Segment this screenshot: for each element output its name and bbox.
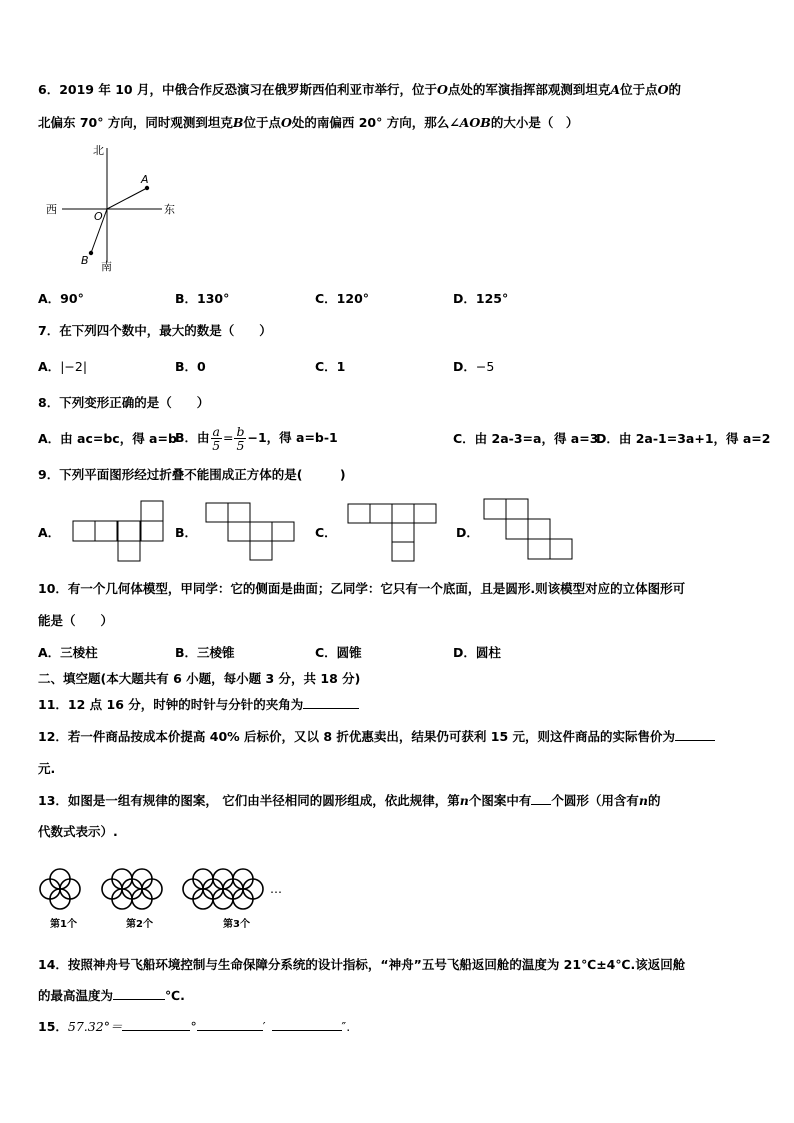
q15-label: 15． (38, 1019, 68, 1034)
q12-line2: 元. (38, 761, 56, 776)
q14-text-b: ℃. (165, 988, 185, 1003)
q7-opt-a-value: |−2| (60, 359, 88, 374)
q6-line1 (38, 81, 681, 99)
fraction-b-over-5 (234, 425, 246, 452)
q15-value: 57.32°＝ (67, 1019, 123, 1034)
cube-net-c (347, 503, 442, 565)
q8-option-a: A．由 ac=bc，得 a=b (38, 431, 177, 446)
q9-label-b: B． (175, 525, 198, 540)
q10-line1: 10．有一个几何体模型，甲同学：它的侧面是曲面；乙同学：它只有一个底面，且是圆形.则该模型对应的立体图形可 (38, 581, 686, 596)
q6-text-g: 处的南偏西 20° 方向，那么 (291, 115, 450, 130)
q15-minute-sign: ′ (262, 1019, 266, 1034)
q11 (38, 696, 359, 714)
q14-answer-blank[interactable] (113, 987, 165, 1000)
q11-text: 11．12 点 16 分，时钟的时针与分针的夹角为 (38, 697, 304, 712)
q10-option-d: D．圆柱 (453, 645, 501, 660)
q9-text: 9．下列平面图形经过折叠不能围成正方体的是( ) (38, 467, 346, 482)
q11-answer-blank[interactable] (303, 696, 359, 709)
q13-var-n: n (459, 793, 469, 808)
q6-angle: ∠AOB (449, 115, 491, 130)
west-label: 西 (46, 203, 57, 216)
cube-net-a (72, 500, 167, 562)
q15 (38, 1018, 350, 1036)
east-label: 东 (164, 203, 175, 216)
q15-second-blank[interactable] (272, 1018, 342, 1031)
q15-second-sign: ″. (341, 1019, 351, 1034)
q6-text-e: 北偏东 70° 方向，同时观测到坦克 (38, 115, 233, 130)
a-label: A (141, 173, 149, 186)
q7-option-a (38, 358, 87, 376)
q6-option-b: B．130° (175, 291, 230, 306)
q6-text-d: 的 (668, 82, 681, 97)
pattern-label-2: 第2个 (126, 919, 153, 930)
q6-point-b: B (232, 115, 244, 130)
q14-text-a: 的最高温度为 (38, 988, 114, 1003)
q10-option-b: B．三棱锥 (175, 645, 235, 660)
q15-degree-blank[interactable] (122, 1018, 190, 1031)
q6-text-c: 位于点 (620, 82, 658, 97)
q6-point-o2: O (657, 82, 669, 97)
q8-option-b (175, 420, 338, 456)
q9-label-d: D． (456, 525, 479, 540)
q8-opt-b-tail: −1，得 a=b-1 (247, 430, 338, 445)
q7-text: 7．在下列四个数中，最大的数是（ ） (38, 323, 272, 338)
pattern-label-3: 第3个 (223, 919, 250, 930)
q8-opt-b-pre: B．由 (175, 430, 210, 445)
south-label: 南 (101, 260, 112, 273)
q9-label-c: C． (315, 525, 337, 540)
fraction-a-over-5 (211, 425, 222, 452)
q7-option-d (453, 358, 494, 376)
q6-text-h: 的大小是（ ） (490, 115, 579, 130)
q8-equals: = (222, 430, 234, 445)
q8-option-c: C．由 2a-3=a，得 a=3 (453, 431, 599, 446)
b-label: B (81, 254, 89, 267)
q10-option-c: C．圆锥 (315, 645, 362, 660)
q7-opt-d-value: −5 (475, 359, 495, 374)
q13-text-a: 13．如图是一组有规律的图案， 它们由半径相同的圆形组成，依此规律，第 (38, 793, 460, 808)
cube-net-d (483, 498, 583, 562)
o-label: O (94, 210, 103, 223)
q15-minute-blank[interactable] (197, 1018, 263, 1031)
q6-line2 (38, 114, 578, 132)
q13-text-b: 个图案中有 (468, 793, 532, 808)
q13-text-d: 的 (647, 793, 661, 808)
q10-option-a: A．三棱柱 (38, 645, 98, 660)
q12-text: 12．若一件商品按成本价提高 40% 后标价，又以 8 折优惠卖出，结果仍可获利 15 元，则这件商品的实际售价为 (38, 729, 676, 744)
frac-b-den: 5 (236, 438, 245, 453)
frac-a-num: a (212, 424, 220, 439)
q12-answer-blank[interactable] (675, 728, 715, 741)
q6-text-a: 6．2019 年 10 月，中俄合作反恐演习在俄罗斯西伯利亚市举行，位于 (38, 82, 437, 97)
cube-net-b (205, 502, 305, 564)
q15-degree-sign: ° (190, 1019, 197, 1034)
q14-line2 (38, 987, 185, 1005)
section-2-heading: 二、填空题(本大题共有 6 小题，每小题 3 分，共 18 分) (38, 671, 361, 686)
q13-ellipsis: … (270, 882, 282, 896)
q13-circle-patterns (38, 868, 318, 938)
q9-label-a: A． (38, 525, 61, 540)
q14-line1: 14．按照神舟号飞船环境控制与生命保障分系统的设计指标，“神舟”五号飞船返回舱的温度为 21℃±4℃.该返回舱 (38, 957, 686, 972)
q13-line1 (38, 792, 660, 810)
q13-text-c: 个圆形（用含有 (551, 793, 639, 808)
q7-opt-a-label: A． (38, 359, 61, 374)
q6-point-a: A (610, 82, 621, 97)
q8-option-d: D．由 2a-1=3a+1，得 a=2 (596, 431, 771, 446)
q6-option-c: C．120° (315, 291, 370, 306)
q13-var-n2: n (638, 793, 648, 808)
q6-option-d: D．125° (453, 291, 509, 306)
q6-text-b: 点处的军演指挥部观测到坦克 (447, 82, 611, 97)
north-label: 北 (93, 144, 104, 157)
q12-line1 (38, 728, 715, 746)
q6-text-f: 位于点 (243, 115, 281, 130)
q6-option-a: A．90° (38, 291, 84, 306)
q13-line2: 代数式表示）. (38, 824, 118, 839)
q6-compass-figure (40, 140, 180, 280)
q7-option-b: B．0 (175, 359, 206, 374)
q6-point-o: O (436, 82, 448, 97)
q7-opt-d-label: D． (453, 359, 476, 374)
frac-b-num: b (236, 424, 245, 439)
pattern-label-1: 第1个 (50, 919, 77, 930)
q10-line2: 能是（ ） (38, 613, 114, 628)
q8-text: 8．下列变形正确的是（ ） (38, 395, 210, 410)
frac-a-den: 5 (212, 438, 221, 453)
q7-option-c: C．1 (315, 359, 346, 374)
q13-answer-blank[interactable] (531, 792, 551, 805)
q6-point-o3: O (280, 115, 292, 130)
